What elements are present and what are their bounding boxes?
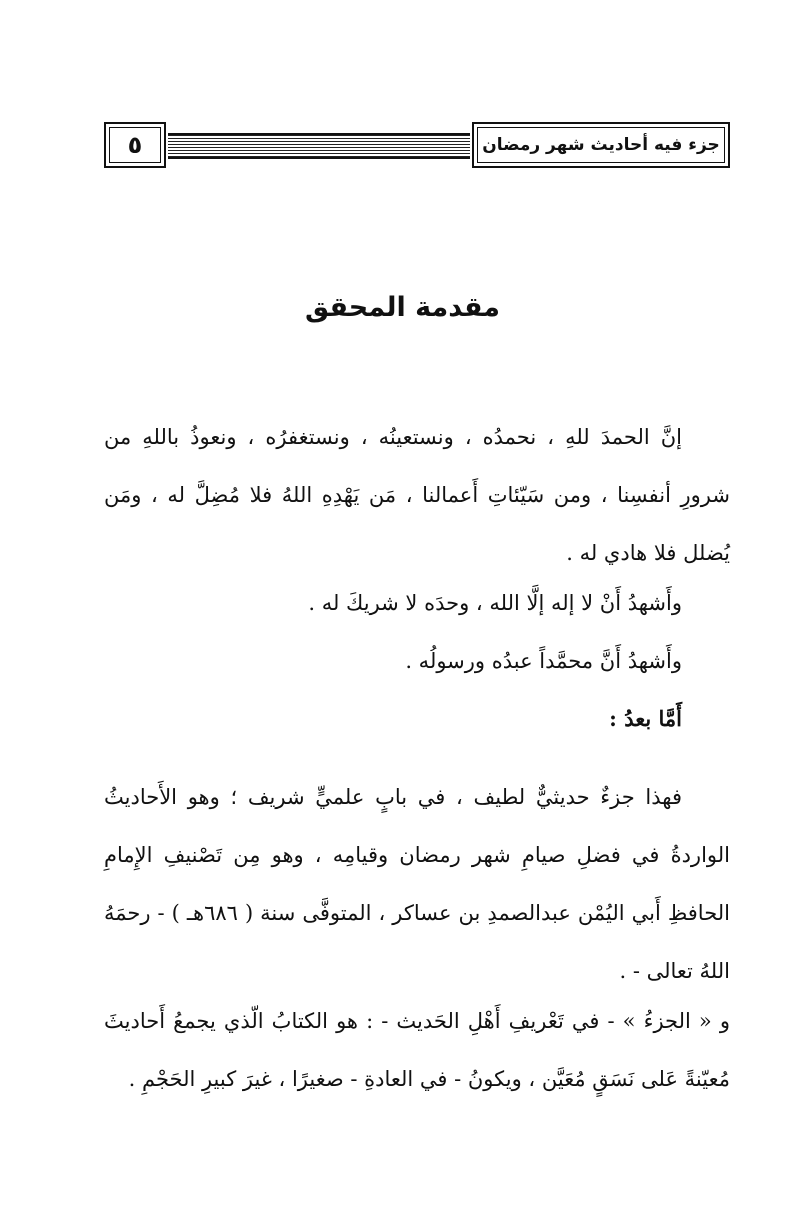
chapter-title: مقدمة المحقق xyxy=(305,292,500,323)
paragraph-amma-bad: أَمَّا بعدُ : xyxy=(609,706,682,731)
page-number-box xyxy=(104,122,166,168)
paragraph-juz-definition: و « الجزءُ » - في تَعْريفِ أَهْلِ الحَديث - : هو الكتابُ الّذي يجمعُ أَحاديثَ مُعيّنةً عَلى نَسَقٍ مُعَيَّن ، ويكونُ - في العادةِ - صغيرًا ، غيرَ كبيرِ الحَجْمِ . xyxy=(104,1009,730,1091)
running-title-box xyxy=(472,122,730,168)
page-number: ٥ xyxy=(127,131,143,159)
running-header xyxy=(104,122,730,172)
paragraph-book-description: فهذا جزءٌ حديثيٌّ لطيف ، في بابٍ علميٍّ شريف ؛ وهو الأَحاديثُ الواردةُ في فضلِ صيامِ شهر رمضان وقيامِه ، وهو مِن تَصْنيفِ الإِمامِ الحافظِ أَبي اليُمْن عبدالصمدِ بن عساكر ، المتوفَّى سنة ( ٦٨٦هـ ) - رحمَهُ اللهُ تعالى - . xyxy=(104,785,730,983)
paragraph-shahada-2: وأَشهدُ أَنَّ محمَّداً عبدُه ورسولُه . xyxy=(405,649,682,673)
running-title: جزء فيه أحاديث شهر رمضان xyxy=(482,135,720,155)
decorative-hatch-bar xyxy=(168,133,470,159)
paragraph-opening-praise: إنَّ الحمدَ للهِ ، نحمدُه ، ونستعينُه ، ونستغفرُه ، ونعوذُ باللهِ من شرورِ أنفسِنا ، ومن سَيّئاتِ أَعمالنا ، مَن يَهْدِهِ اللهُ فلا مُضِلَّ له ، ومَن يُضلل فلا هادي له . xyxy=(104,425,730,565)
paragraph-shahada-1: وأَشهدُ أَنْ لا إله إلَّا الله ، وحدَه لا شريكَ له . xyxy=(308,591,682,615)
